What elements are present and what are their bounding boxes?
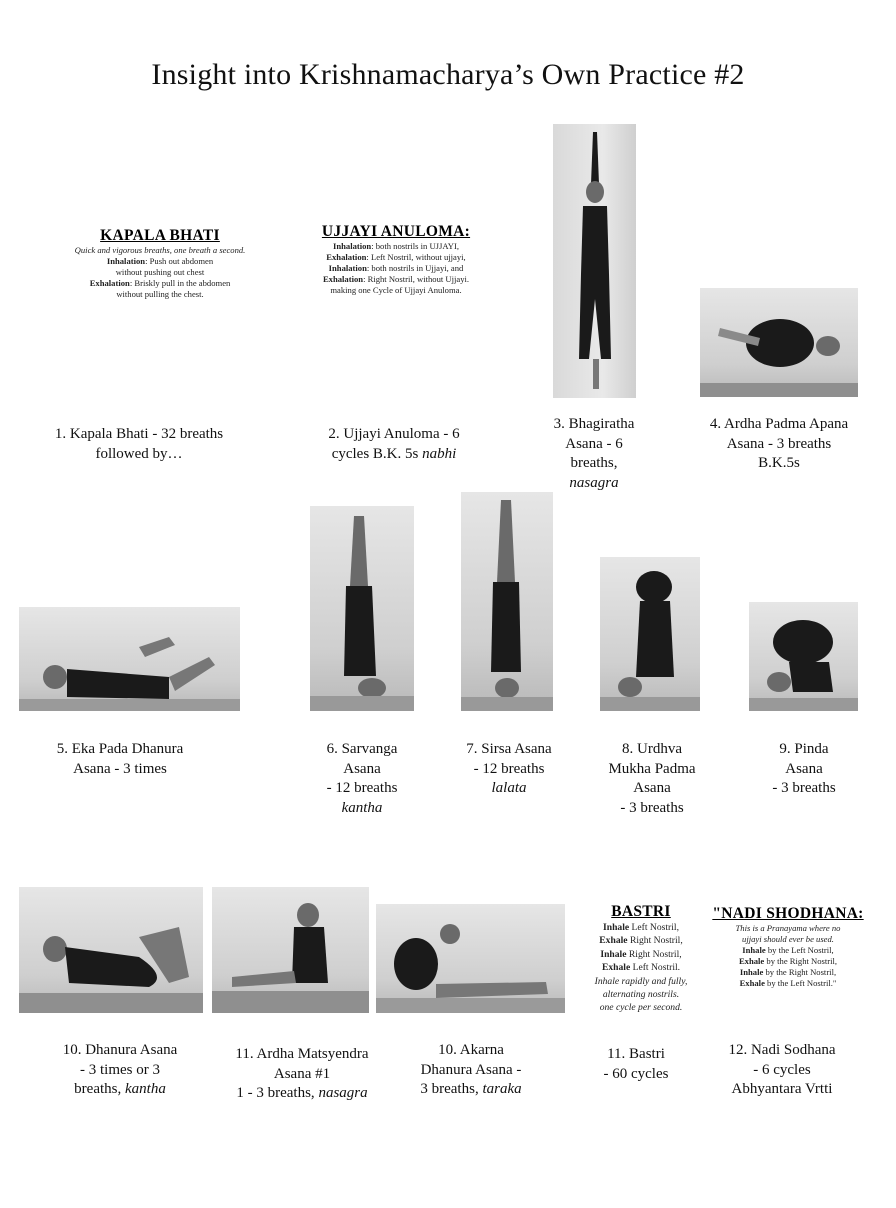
- instruction-line: Exhale by the Right Nostril,: [738, 956, 838, 966]
- eka-pada-dhanura-photo: [19, 607, 240, 711]
- bhagiratha-asana-photo: [553, 124, 636, 398]
- instruction-line: Exhalation: Right Nostril, without Ujjayi.: [322, 274, 470, 284]
- instruction-line: Exhale Right Nostril,: [599, 935, 683, 947]
- instruction-line: Inhalation: both nostrils in Ujjayi, and: [328, 263, 464, 273]
- caption-ardha-matsyendra: 11. Ardha Matsyendra Asana #1 1 - 3 breaths, nasagra: [235, 1046, 369, 1101]
- instruction-line: Inhale by the Left Nostril,: [742, 945, 834, 955]
- caption-sarvanga: 6. Sarvanga Asana - 12 breaths kantha: [326, 741, 398, 816]
- instruction-line: Inhale by the Right Nostril,: [739, 967, 837, 977]
- instruction-line: Exhale by the Left Nostril.": [739, 978, 837, 988]
- instruction-line: Exhalation: Briskly pull in the abdomen: [89, 278, 231, 288]
- kapala-bhati-heading: KAPALA BHATI: [100, 227, 220, 244]
- caption-urdhva-mukha-padma: 8. Urdhva Mukha Padma Asana - 3 breaths: [608, 741, 696, 816]
- nadi-shodhana-instructions: [704, 904, 872, 989]
- instruction-italic-line: Inhale rapidly and fully,: [594, 975, 688, 987]
- instruction-line: Inhale Left Nostril,: [603, 922, 679, 933]
- sirsa-asana-photo: [461, 492, 553, 711]
- ardha-matsyendra-photo: [212, 887, 369, 1013]
- dhanura-asana-photo: [19, 887, 203, 1013]
- sarvanga-asana-photo: [310, 506, 414, 711]
- pinda-asana-photo: [749, 602, 858, 711]
- bastri-heading: BASTRI: [611, 903, 671, 920]
- instruction-italic-line: This is a Pranayama where no: [735, 923, 841, 933]
- instruction-italic-line: one cycle per second.: [599, 1002, 683, 1014]
- instruction-line: making one Cycle of Ujjayi Anuloma.: [330, 285, 462, 295]
- instruction-line: Exhale Left Nostril.: [601, 962, 681, 974]
- akarna-dhanura-photo: [376, 904, 565, 1013]
- caption-sirsa: 7. Sirsa Asana - 12 breaths lalata: [466, 741, 552, 796]
- bastri-instructions: [582, 902, 700, 1015]
- caption-dhanura: 10. Dhanura Asana - 3 times or 3 breaths, kantha: [62, 1042, 178, 1097]
- kapala-bhati-instructions: [44, 226, 276, 300]
- caption-bastri: 11. Bastri - 60 cycles: [603, 1046, 669, 1082]
- ujjayi-anuloma-instructions: [298, 222, 494, 296]
- caption-bhagiratha: 3. Bhagiratha Asana - 6 breaths, nasagra: [553, 416, 635, 491]
- instruction-line: without pushing out chest: [115, 267, 205, 277]
- instruction-line: Exhalation: Left Nostril, without ujjayi,: [326, 252, 466, 262]
- caption-nadi-sodhana: 12. Nadi Sodhana - 6 cycles Abhyantara Vrtti: [728, 1042, 836, 1097]
- instruction-line: Inhalation: both nostrils in UJJAYI,: [333, 241, 459, 251]
- caption-ujjayi-anuloma: 2. Ujjayi Anuloma - 6 cycles B.K. 5s nabhi: [328, 426, 460, 462]
- nadi-shodhana-heading: "NADI SHODHANA:: [712, 905, 864, 922]
- caption-kapala-bhati: 1. Kapala Bhati - 32 breaths followed by…: [54, 426, 224, 462]
- ardha-padma-apana-photo: [700, 288, 858, 397]
- instruction-italic-line: ujjayi should ever be used.: [742, 934, 834, 944]
- caption-akarna-dhanura: 10. Akarna Dhanura Asana - 3 breaths, taraka: [420, 1042, 522, 1097]
- instruction-line: Inhalation: Push out abdomen: [106, 256, 214, 266]
- instruction-line: without pulling the chest.: [116, 289, 204, 299]
- caption-pinda: 9. Pinda Asana - 3 breaths: [772, 741, 836, 796]
- kapala-bhati-subtitle: Quick and vigorous breaths, one breath a second.: [74, 245, 246, 255]
- caption-eka-pada-dhanura: 5. Eka Pada Dhanura Asana - 3 times: [56, 741, 184, 777]
- instruction-line: Inhale Right Nostril,: [600, 948, 682, 960]
- urdhva-mukha-padma-photo: [600, 557, 700, 711]
- ujjayi-anuloma-heading: UJJAYI ANULOMA:: [321, 223, 471, 240]
- instruction-italic-line: alternating nostrils.: [602, 989, 680, 1001]
- caption-ardha-padma-apana: 4. Ardha Padma Apana Asana - 3 breaths B.K.5s: [709, 416, 849, 471]
- page-title: Insight into Krishnamacharya’s Own Practice #2: [151, 58, 745, 91]
